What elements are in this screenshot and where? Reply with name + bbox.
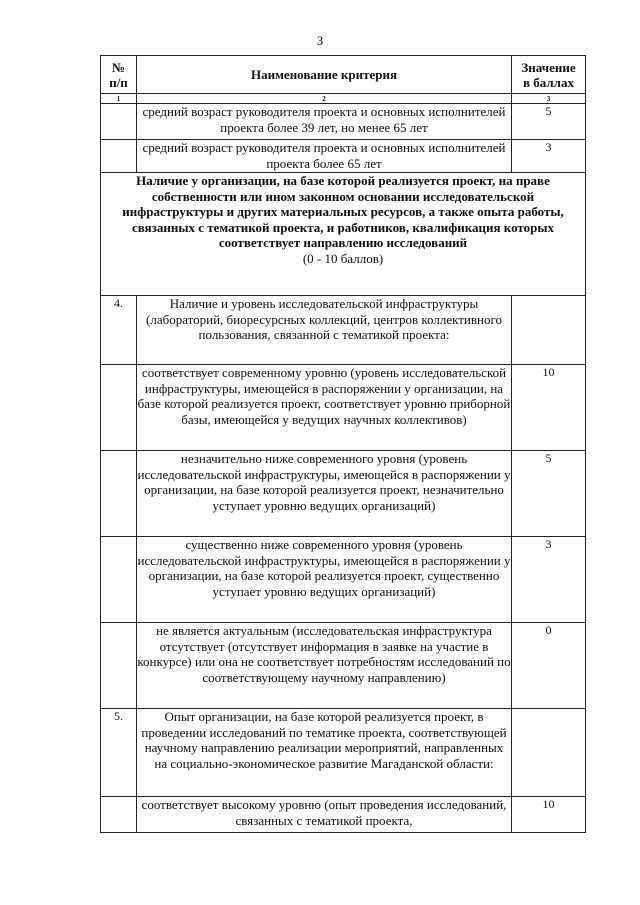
row-number-cell <box>101 140 137 173</box>
criterion-score: 3 <box>512 140 586 173</box>
criterion-row-5 <box>101 709 586 797</box>
row-number-cell <box>101 797 137 833</box>
table-header-row <box>101 56 586 94</box>
criterion-text: Наличие и уровень исследовательской инфраструктуры (лабораторий, биоресурсных коллекций, центров коллективного пользования, связанной с тематикой проекта: <box>137 296 512 365</box>
criterion-score <box>512 709 586 797</box>
criterion-option-text: существенно ниже современного уровня (уровень исследовательской инфраструктуры, имеющейся в распоряжении у организации, на базе которой реализуется проект, существенно уступает уровню ведущих организаций) <box>137 537 512 623</box>
criterion-row-4 <box>101 296 586 365</box>
header-number-line2: п/п <box>109 74 128 90</box>
column-index-1: 1 <box>101 94 137 104</box>
table-row <box>101 140 586 173</box>
header-value-line2: в баллах <box>523 74 574 90</box>
criterion-score: 3 <box>512 537 586 623</box>
section-title: Наличие у организации, на базе которой реализуется проект, на праве собственности или ином законном основании исследовательской инфраструктуры и других материальных ресурсов, а также опыта работы, связанных с тематикой проекта, и работников, квалификация которых соответствует направлению исследований <box>122 173 564 250</box>
section-row <box>101 173 586 296</box>
row-number-cell <box>101 537 137 623</box>
row-number-cell <box>101 104 137 140</box>
criterion-option-text: соответствует современному уровню (уровень исследовательской инфраструктуры, имеющейся в распоряжении у организации, на базе которой реализуется проект, соответствует уровню приборной базы, имеющейся у ведущих научных коллективов) <box>137 365 512 451</box>
criterion-option-text: средний возраст руководителя проекта и основных исполнителей проекта более 65 лет <box>137 140 512 173</box>
criterion-number: 5. <box>101 709 137 797</box>
header-number <box>101 56 137 94</box>
header-number-line1: № <box>111 59 126 75</box>
header-value-line1: Значение <box>521 59 576 75</box>
criterion-option-text: не является актуальным (исследовательская инфраструктура отсутствует (отсутствует информация в заявке на участие в конкурсе) или она не соответствует потребностям исследований по соответствующему научному направлению) <box>137 623 512 709</box>
section-heading <box>101 173 586 296</box>
criterion-score: 5 <box>512 451 586 537</box>
criterion-score: 0 <box>512 623 586 709</box>
criterion-score: 10 <box>512 365 586 451</box>
table-row <box>101 451 586 537</box>
page-number: 3 <box>316 34 324 48</box>
header-value <box>512 56 586 94</box>
row-number-cell <box>101 623 137 709</box>
row-number-cell <box>101 365 137 451</box>
column-index-2: 2 <box>137 94 512 104</box>
table-row <box>101 537 586 623</box>
criterion-text: Опыт организации, на базе которой реализуется проект, в проведении исследований по тематике проекта, соответствующей научному направлению реализации мероприятий, направленных на социально-экономическое развитие Магаданской области: <box>137 709 512 797</box>
section-score-range: (0 - 10 баллов) <box>302 250 384 266</box>
criterion-number: 4. <box>101 296 137 365</box>
criterion-score <box>512 296 586 365</box>
header-criterion-name: Наименование критерия <box>137 56 512 94</box>
criterion-score: 5 <box>512 104 586 140</box>
table-row <box>101 365 586 451</box>
row-number-cell <box>101 451 137 537</box>
column-index-row <box>101 94 586 104</box>
table-row <box>101 623 586 709</box>
table-row <box>101 797 586 833</box>
criterion-option-text: средний возраст руководителя проекта и основных исполнителей проекта более 39 лет, но менее 65 лет <box>137 104 512 140</box>
table-row <box>101 104 586 140</box>
criterion-option-text: соответствует высокому уровню (опыт проведения исследований, связанных с тематикой проекта, <box>137 797 512 833</box>
criteria-table <box>100 55 586 833</box>
criterion-score: 10 <box>512 797 586 833</box>
column-index-3: 3 <box>512 94 586 104</box>
criterion-option-text: незначительно ниже современного уровня (уровень исследовательской инфраструктуры, имеющейся в распоряжении у организации, на базе которой реализуется проект, незначительно уступает уровню ведущих организаций) <box>137 451 512 537</box>
